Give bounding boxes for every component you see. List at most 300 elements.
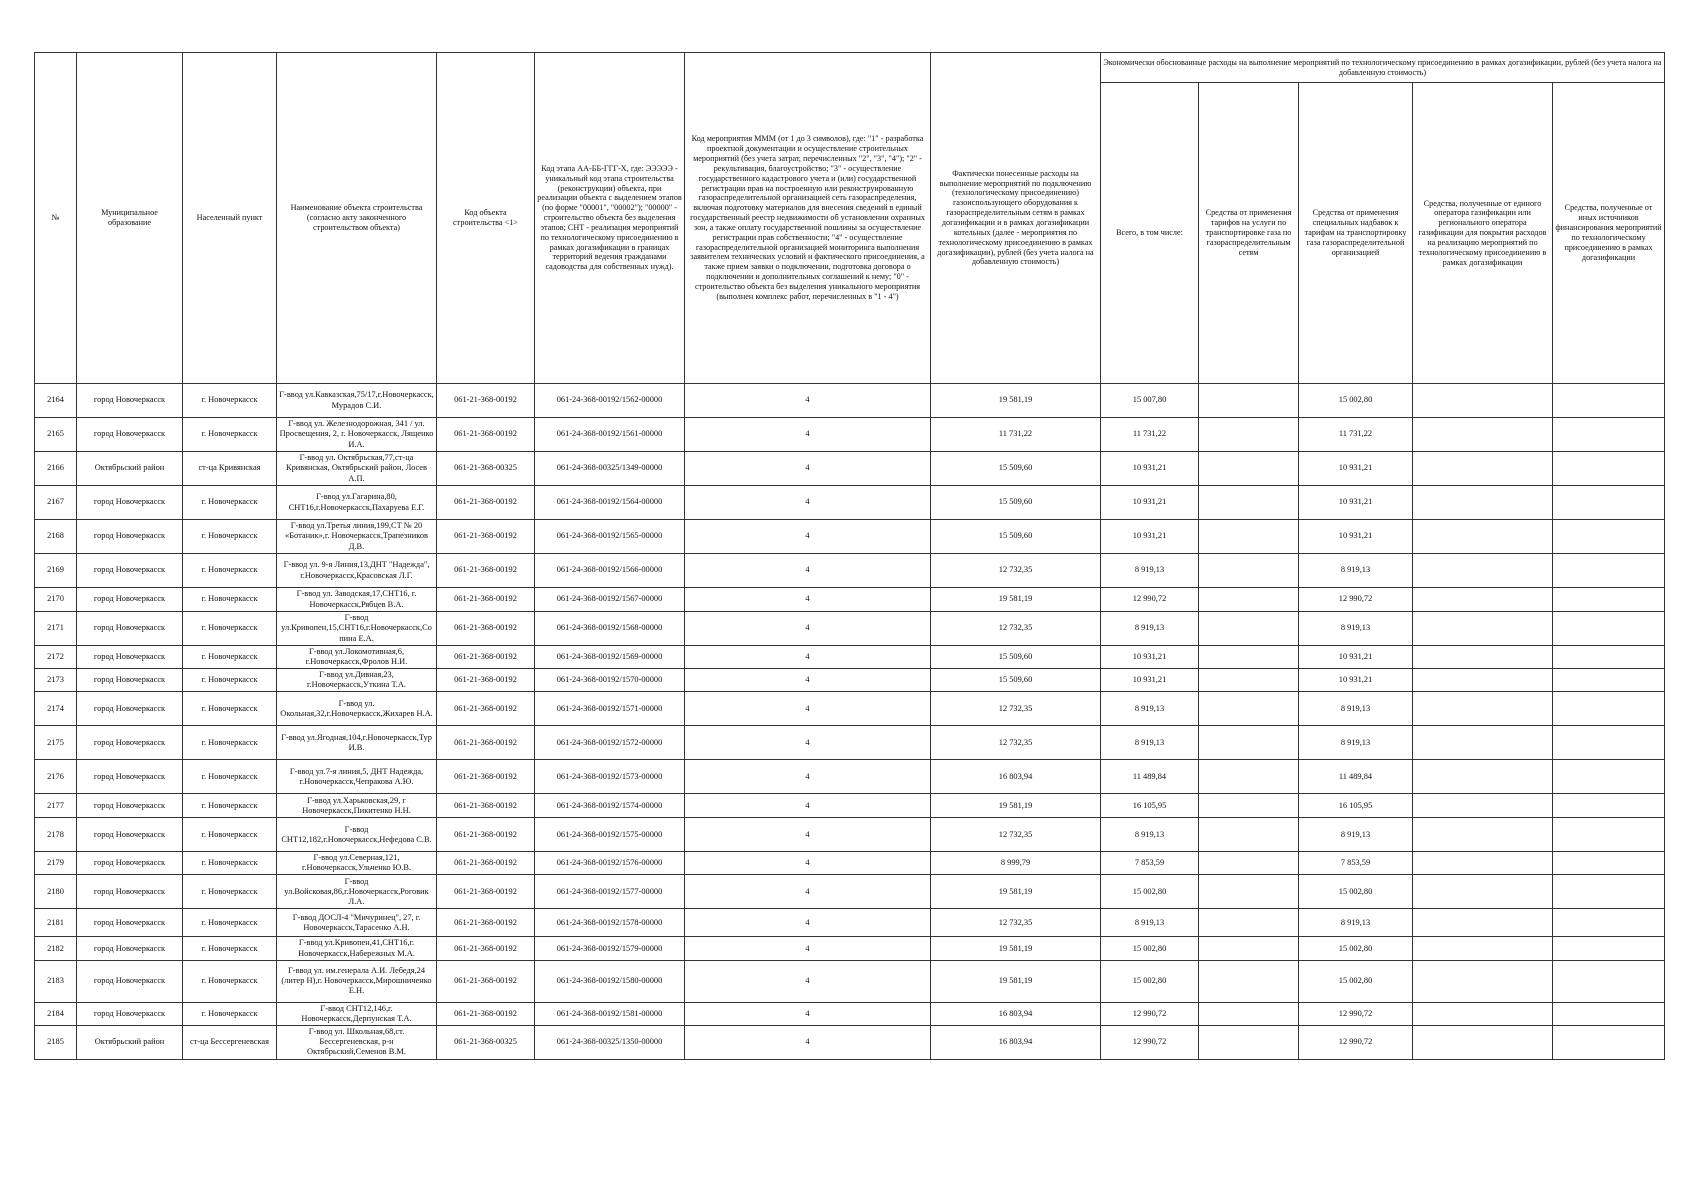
cell-special-markups: 8 919,13 (1299, 692, 1413, 726)
cell-operator-funds (1413, 726, 1553, 760)
cell-other-funds (1553, 554, 1665, 588)
cell-special-markups: 10 931,21 (1299, 646, 1413, 669)
cell-municipality: город Новочеркасск (77, 692, 183, 726)
cell-stage-code: 061-24-368-00192/1566-00000 (535, 554, 685, 588)
cell-other-funds (1553, 818, 1665, 852)
cell-municipality: город Новочеркасск (77, 760, 183, 794)
cell-num: 2174 (35, 692, 77, 726)
cell-activity-code: 4 (685, 794, 931, 818)
cell-municipality: город Новочеркасск (77, 554, 183, 588)
cell-stage-code: 061-24-368-00192/1574-00000 (535, 794, 685, 818)
cell-object-name: Г-ввод ул. Железнодорожная, 341 / ул. Просвещения, 2, г. Новочеркасск, Лященко И.А. (277, 418, 437, 452)
cell-other-funds (1553, 726, 1665, 760)
table-row (35, 937, 1665, 960)
cell-municipality: город Новочеркасск (77, 588, 183, 612)
cell-tariff-transport (1199, 554, 1299, 588)
cell-object-name: Г-ввод ул. 9-я Линия,13,ДНТ "Надежда", г.Новочеркасск,Красовская Л.Г. (277, 554, 437, 588)
cell-actual-costs: 19 581,19 (931, 937, 1101, 960)
cell-object-code: 061-21-368-00192 (437, 418, 535, 452)
table-row (35, 554, 1665, 588)
cell-stage-code: 061-24-368-00192/1570-00000 (535, 669, 685, 692)
cell-total: 15 002,80 (1101, 875, 1199, 909)
cell-special-markups: 15 002,80 (1299, 960, 1413, 1002)
cell-municipality: город Новочеркасск (77, 612, 183, 646)
cell-actual-costs: 15 509,60 (931, 646, 1101, 669)
cell-total: 7 853,59 (1101, 852, 1199, 875)
cell-operator-funds (1413, 960, 1553, 1002)
cell-special-markups: 15 002,80 (1299, 384, 1413, 418)
table-row (35, 612, 1665, 646)
table-row (35, 418, 1665, 452)
cell-locality: г. Новочеркасск (183, 726, 277, 760)
cell-other-funds (1553, 612, 1665, 646)
cell-actual-costs: 12 732,35 (931, 909, 1101, 937)
cell-actual-costs: 19 581,19 (931, 384, 1101, 418)
cell-special-markups: 8 919,13 (1299, 909, 1413, 937)
cell-tariff-transport (1199, 692, 1299, 726)
cell-activity-code: 4 (685, 937, 931, 960)
cell-other-funds (1553, 1025, 1665, 1059)
cell-locality: г. Новочеркасск (183, 794, 277, 818)
cell-operator-funds (1413, 646, 1553, 669)
cell-num: 2182 (35, 937, 77, 960)
header-object-name: Наименование объекта строительства (согласно акту законченного строительством объекта) (277, 53, 437, 384)
cell-activity-code: 4 (685, 875, 931, 909)
cell-total: 8 919,13 (1101, 692, 1199, 726)
cell-object-name: Г-ввод ул.Кривопен,15,СНТ16,г.Новочеркасск,Сопина Е.А. (277, 612, 437, 646)
cell-municipality: город Новочеркасск (77, 520, 183, 554)
cell-object-name: Г-ввод ул. Заводская,17,СНТ16, г. Новочеркасск,Рябцев В.А. (277, 588, 437, 612)
cell-activity-code: 4 (685, 554, 931, 588)
cell-locality: г. Новочеркасск (183, 646, 277, 669)
cell-object-code: 061-21-368-00192 (437, 554, 535, 588)
cell-num: 2183 (35, 960, 77, 1002)
cell-tariff-transport (1199, 520, 1299, 554)
cell-locality: г. Новочеркасск (183, 486, 277, 520)
cell-stage-code: 061-24-368-00192/1580-00000 (535, 960, 685, 1002)
cell-activity-code: 4 (685, 760, 931, 794)
cell-municipality: город Новочеркасск (77, 669, 183, 692)
cell-total: 10 931,21 (1101, 669, 1199, 692)
cell-tariff-transport (1199, 852, 1299, 875)
cell-num: 2176 (35, 760, 77, 794)
cell-tariff-transport (1199, 452, 1299, 486)
cell-num: 2173 (35, 669, 77, 692)
cell-actual-costs: 12 732,35 (931, 818, 1101, 852)
cell-activity-code: 4 (685, 418, 931, 452)
cell-tariff-transport (1199, 486, 1299, 520)
cell-object-name: Г-ввод ул. им.генерала А.И. Лебедя,24 (литер Н),г. Новочеркасск,Мирошниченко Е.Н. (277, 960, 437, 1002)
cell-total: 8 919,13 (1101, 612, 1199, 646)
table-row (35, 669, 1665, 692)
cell-tariff-transport (1199, 588, 1299, 612)
cell-locality: г. Новочеркасск (183, 384, 277, 418)
cell-municipality: город Новочеркасск (77, 909, 183, 937)
cell-locality: г. Новочеркасск (183, 1002, 277, 1025)
header-total: Всего, в том числе: (1101, 83, 1199, 384)
cell-activity-code: 4 (685, 852, 931, 875)
cell-stage-code: 061-24-368-00192/1569-00000 (535, 646, 685, 669)
cell-total: 8 919,13 (1101, 726, 1199, 760)
cell-stage-code: 061-24-368-00192/1568-00000 (535, 612, 685, 646)
cell-operator-funds (1413, 692, 1553, 726)
cell-num: 2185 (35, 1025, 77, 1059)
cell-num: 2184 (35, 1002, 77, 1025)
cell-stage-code: 061-24-368-00192/1579-00000 (535, 937, 685, 960)
cell-tariff-transport (1199, 384, 1299, 418)
cell-locality: г. Новочеркасск (183, 554, 277, 588)
cell-special-markups: 8 919,13 (1299, 554, 1413, 588)
cell-tariff-transport (1199, 646, 1299, 669)
cell-stage-code: 061-24-368-00192/1573-00000 (535, 760, 685, 794)
cell-object-code: 061-21-368-00192 (437, 909, 535, 937)
cell-object-code: 061-21-368-00192 (437, 384, 535, 418)
cell-special-markups: 8 919,13 (1299, 726, 1413, 760)
cell-activity-code: 4 (685, 726, 931, 760)
cell-other-funds (1553, 384, 1665, 418)
cell-object-name: Г-ввод ул.Дивная,23, г.Новочеркасск,Уткина Т.А. (277, 669, 437, 692)
cell-object-code: 061-21-368-00192 (437, 760, 535, 794)
cell-activity-code: 4 (685, 818, 931, 852)
cell-activity-code: 4 (685, 520, 931, 554)
cell-stage-code: 061-24-368-00192/1575-00000 (535, 818, 685, 852)
cell-total: 8 919,13 (1101, 554, 1199, 588)
cell-total: 10 931,21 (1101, 452, 1199, 486)
cell-num: 2164 (35, 384, 77, 418)
cell-other-funds (1553, 960, 1665, 1002)
cell-actual-costs: 19 581,19 (931, 794, 1101, 818)
header-object-code: Код объекта строительства <1> (437, 53, 535, 384)
cell-num: 2171 (35, 612, 77, 646)
cell-object-code: 061-21-368-00192 (437, 588, 535, 612)
cell-object-name: Г-ввод ул.Северная,121, г.Новочеркасск,Ульченко Ю.В. (277, 852, 437, 875)
cell-special-markups: 10 931,21 (1299, 486, 1413, 520)
cell-object-code: 061-21-368-00192 (437, 818, 535, 852)
cell-other-funds (1553, 452, 1665, 486)
cell-other-funds (1553, 1002, 1665, 1025)
cell-municipality: город Новочеркасск (77, 937, 183, 960)
cell-total: 8 919,13 (1101, 909, 1199, 937)
cell-tariff-transport (1199, 875, 1299, 909)
cell-stage-code: 061-24-368-00192/1577-00000 (535, 875, 685, 909)
cell-other-funds (1553, 669, 1665, 692)
cell-municipality: город Новочеркасск (77, 646, 183, 669)
cell-special-markups: 16 105,95 (1299, 794, 1413, 818)
cell-actual-costs: 11 731,22 (931, 418, 1101, 452)
cell-num: 2167 (35, 486, 77, 520)
cell-actual-costs: 15 509,60 (931, 452, 1101, 486)
header-econ-group: Экономически обоснованные расходы на выполнение мероприятий по технологическому присоединению в рамках догазификации, рублей (без учета налога на добавленную стоимость) (1101, 53, 1665, 83)
cell-tariff-transport (1199, 669, 1299, 692)
cell-locality: г. Новочеркасск (183, 760, 277, 794)
cell-total: 8 919,13 (1101, 818, 1199, 852)
cell-special-markups: 15 002,80 (1299, 875, 1413, 909)
cell-locality: г. Новочеркасск (183, 588, 277, 612)
cell-municipality: город Новочеркасск (77, 794, 183, 818)
cell-num: 2178 (35, 818, 77, 852)
cell-operator-funds (1413, 794, 1553, 818)
cell-tariff-transport (1199, 818, 1299, 852)
cell-special-markups: 8 919,13 (1299, 612, 1413, 646)
cell-object-name: Г-ввод ул.Кривопен,41,СНТ16,г. Новочеркасск,Набережных М.А. (277, 937, 437, 960)
cell-special-markups: 12 990,72 (1299, 588, 1413, 612)
cell-object-name: Г-ввод ул. Октябрьская,77,ст-ца Кривянская, Октябрьский район, Лосев А.П. (277, 452, 437, 486)
cell-object-code: 061-21-368-00192 (437, 852, 535, 875)
cell-locality: г. Новочеркасск (183, 669, 277, 692)
table-row (35, 1025, 1665, 1059)
cell-special-markups: 12 990,72 (1299, 1025, 1413, 1059)
cell-object-name: Г-ввод ул.Локомотивная,6, г.Новочеркасск,Фролов Н.И. (277, 646, 437, 669)
table-row (35, 818, 1665, 852)
cell-num: 2177 (35, 794, 77, 818)
table-row (35, 1002, 1665, 1025)
cell-operator-funds (1413, 852, 1553, 875)
cell-object-code: 061-21-368-00192 (437, 486, 535, 520)
cell-tariff-transport (1199, 418, 1299, 452)
header-special-markups: Средства от применения специальных надбавок к тарифам на транспортировку газа газораспределительной организацией (1299, 83, 1413, 384)
cell-object-code: 061-21-368-00192 (437, 794, 535, 818)
cell-operator-funds (1413, 554, 1553, 588)
cell-other-funds (1553, 520, 1665, 554)
cell-total: 15 007,80 (1101, 384, 1199, 418)
header-municipality: Муниципальное образование (77, 53, 183, 384)
cell-object-code: 061-21-368-00192 (437, 646, 535, 669)
cell-other-funds (1553, 794, 1665, 818)
cell-special-markups: 10 931,21 (1299, 520, 1413, 554)
cell-special-markups: 12 990,72 (1299, 1002, 1413, 1025)
cell-tariff-transport (1199, 726, 1299, 760)
cell-operator-funds (1413, 612, 1553, 646)
cell-total: 12 990,72 (1101, 1002, 1199, 1025)
cell-stage-code: 061-24-368-00192/1567-00000 (535, 588, 685, 612)
cell-activity-code: 4 (685, 384, 931, 418)
cell-object-code: 061-21-368-00192 (437, 692, 535, 726)
table-row (35, 520, 1665, 554)
cell-activity-code: 4 (685, 646, 931, 669)
cell-total: 10 931,21 (1101, 520, 1199, 554)
cell-activity-code: 4 (685, 669, 931, 692)
cell-tariff-transport (1199, 760, 1299, 794)
cell-object-code: 061-21-368-00192 (437, 875, 535, 909)
cell-actual-costs: 8 999,79 (931, 852, 1101, 875)
cell-num: 2181 (35, 909, 77, 937)
header-tariff-transport: Средства от применения тарифов на услуги по транспортировке газа по газораспределительным сетям (1199, 83, 1299, 384)
cell-actual-costs: 16 803,94 (931, 1025, 1101, 1059)
table-row (35, 760, 1665, 794)
cell-operator-funds (1413, 669, 1553, 692)
cell-num: 2172 (35, 646, 77, 669)
cell-operator-funds (1413, 909, 1553, 937)
table-row (35, 875, 1665, 909)
cell-stage-code: 061-24-368-00192/1565-00000 (535, 520, 685, 554)
cell-operator-funds (1413, 1002, 1553, 1025)
cell-object-code: 061-21-368-00192 (437, 669, 535, 692)
cell-total: 10 931,21 (1101, 646, 1199, 669)
cell-total: 15 002,80 (1101, 937, 1199, 960)
table-row (35, 452, 1665, 486)
cell-municipality: город Новочеркасск (77, 418, 183, 452)
cell-locality: г. Новочеркасск (183, 852, 277, 875)
table-row (35, 384, 1665, 418)
cell-object-name: Г-ввод ул.Ягодная,104,г.Новочеркасск,Тур И.В. (277, 726, 437, 760)
header-activity-code: Код мероприятия МММ (от 1 до 3 символов), где: "1" - разработка проектной документации и осуществление строительных мероприятий (без учета затрат, перечисленных "2", "3", "4"); "2" - рекультивация, благоустройство; "3" - осуществление государственного кадастрового учета и (или) государственной регистрации прав на построенную или реконструированную газораспределительной организацией сеть газораспределения, включая подготовку материалов для внесения сведений в единый государственный реестр недвижимости об установлении охранных зон, а также оплату государственной пошлины за осуществление регистрации прав собственности; "4" - осуществление газораспределительной организацией мониторинга выполнения заявителем технических условий и фактического присоединения, а также прием заявки о подключении, подготовка договора о подключении и дополнительных соглашений к нему; "0" - строительство объекта без выделения уникального мероприятия (выполнен комплекс работ, перечисленных в "1 - 4") (685, 53, 931, 384)
cell-other-funds (1553, 692, 1665, 726)
header-locality: Населенный пункт (183, 53, 277, 384)
table-row (35, 852, 1665, 875)
cell-stage-code: 061-24-368-00192/1578-00000 (535, 909, 685, 937)
cell-actual-costs: 19 581,19 (931, 960, 1101, 1002)
cell-operator-funds (1413, 452, 1553, 486)
cell-operator-funds (1413, 384, 1553, 418)
cell-other-funds (1553, 937, 1665, 960)
header-stage-code: Код этапа АА-ББ-ГГГ-Х, где: ЭЭЭЭЭ - уникальный код этапа строительства (реконструкции) объекта, при реализации объекта с выделением этапов (по форме "00001", "00002"); "00000" - строительство объекта без выделения этапов; СНТ - реализация мероприятий по технологическому присоединению в рамках догазификации в границах территорий ведения гражданами садоводства для собственных нужд). (535, 53, 685, 384)
cell-object-code: 061-21-368-00192 (437, 612, 535, 646)
cell-municipality: Октябрьский район (77, 1025, 183, 1059)
cell-object-name: Г-ввод ул. Школьная,68,ст. Бессергеневская, р-н Октябрьский,Семенов В.М. (277, 1025, 437, 1059)
cell-special-markups: 11 731,22 (1299, 418, 1413, 452)
cell-operator-funds (1413, 1025, 1553, 1059)
cell-locality: ст-ца Бессергеневская (183, 1025, 277, 1059)
cell-locality: г. Новочеркасск (183, 909, 277, 937)
cell-special-markups: 10 931,21 (1299, 452, 1413, 486)
cell-object-code: 061-21-368-00192 (437, 726, 535, 760)
cell-stage-code: 061-24-368-00192/1561-00000 (535, 418, 685, 452)
cell-municipality: город Новочеркасск (77, 1002, 183, 1025)
cell-actual-costs: 12 732,35 (931, 554, 1101, 588)
cell-operator-funds (1413, 520, 1553, 554)
cell-stage-code: 061-24-368-00192/1571-00000 (535, 692, 685, 726)
cell-num: 2179 (35, 852, 77, 875)
cell-num: 2170 (35, 588, 77, 612)
cell-activity-code: 4 (685, 612, 931, 646)
cell-special-markups: 8 919,13 (1299, 818, 1413, 852)
cell-municipality: город Новочеркасск (77, 486, 183, 520)
cell-other-funds (1553, 418, 1665, 452)
cell-stage-code: 061-24-368-00325/1349-00000 (535, 452, 685, 486)
cell-object-code: 061-21-368-00192 (437, 960, 535, 1002)
cell-locality: г. Новочеркасск (183, 612, 277, 646)
cell-actual-costs: 15 509,60 (931, 486, 1101, 520)
cell-other-funds (1553, 588, 1665, 612)
cell-special-markups: 7 853,59 (1299, 852, 1413, 875)
cell-actual-costs: 12 732,35 (931, 612, 1101, 646)
header-operator-funds: Средства, полученные от единого оператора газификации или регионального оператора газификации для покрытия расходов на реализацию мероприятий по технологическому присоединению в рамках догазификации (1413, 83, 1553, 384)
cell-actual-costs: 12 732,35 (931, 726, 1101, 760)
cell-actual-costs: 16 803,94 (931, 760, 1101, 794)
cell-stage-code: 061-24-368-00192/1581-00000 (535, 1002, 685, 1025)
table-row (35, 646, 1665, 669)
cell-operator-funds (1413, 937, 1553, 960)
cell-object-name: Г-ввод ул. Окольная,32,г.Новочеркасск,Жихарев Н.А. (277, 692, 437, 726)
cell-activity-code: 4 (685, 960, 931, 1002)
cell-activity-code: 4 (685, 588, 931, 612)
cell-tariff-transport (1199, 909, 1299, 937)
cell-object-code: 061-21-368-00192 (437, 520, 535, 554)
cell-object-name: Г-ввод ДОСЛ-4 "Мичуринец", 27, г. Новочеркасск,Тарасенко А.Н. (277, 909, 437, 937)
cell-activity-code: 4 (685, 909, 931, 937)
cell-special-markups: 15 002,80 (1299, 937, 1413, 960)
cell-stage-code: 061-24-368-00325/1350-00000 (535, 1025, 685, 1059)
cell-total: 15 002,80 (1101, 960, 1199, 1002)
cell-actual-costs: 19 581,19 (931, 588, 1101, 612)
cell-municipality: Октябрьский район (77, 452, 183, 486)
cell-municipality: город Новочеркасск (77, 384, 183, 418)
cell-object-name: Г-ввод СНТ12,182,г.Новочеркасск,Нефедова С.В. (277, 818, 437, 852)
cell-num: 2169 (35, 554, 77, 588)
cell-num: 2166 (35, 452, 77, 486)
cell-locality: г. Новочеркасск (183, 960, 277, 1002)
cell-total: 12 990,72 (1101, 588, 1199, 612)
cell-total: 12 990,72 (1101, 1025, 1199, 1059)
cell-municipality: город Новочеркасск (77, 818, 183, 852)
cell-object-name: Г-ввод ул.Харьковская,29, г Новочеркасск,Пикитенко Н.Н. (277, 794, 437, 818)
cell-object-name: Г-ввод ул.Гагарина,80, СНТ16,г.Новочеркасск,Пахаруева Е.Г. (277, 486, 437, 520)
header-other-funds: Средства, полученные от иных источников финансирования мероприятий по технологическому присоединению в рамках догазификации (1553, 83, 1665, 384)
cell-object-code: 061-21-368-00325 (437, 452, 535, 486)
cell-actual-costs: 15 509,60 (931, 520, 1101, 554)
header-num: № (35, 53, 77, 384)
cell-object-name: Г-ввод ул.7-я линия,5, ДНТ Надежда, г.Новочеркасск,Чепракова А.Ю. (277, 760, 437, 794)
cell-stage-code: 061-24-368-00192/1564-00000 (535, 486, 685, 520)
cell-locality: г. Новочеркасск (183, 418, 277, 452)
cell-total: 11 731,22 (1101, 418, 1199, 452)
cell-tariff-transport (1199, 794, 1299, 818)
cell-operator-funds (1413, 588, 1553, 612)
cell-municipality: город Новочеркасск (77, 960, 183, 1002)
cell-actual-costs: 12 732,35 (931, 692, 1101, 726)
dogasification-table (34, 52, 1665, 1060)
cell-tariff-transport (1199, 612, 1299, 646)
cell-stage-code: 061-24-368-00192/1576-00000 (535, 852, 685, 875)
cell-num: 2165 (35, 418, 77, 452)
cell-municipality: город Новочеркасск (77, 852, 183, 875)
cell-special-markups: 11 489,84 (1299, 760, 1413, 794)
cell-object-code: 061-21-368-00192 (437, 937, 535, 960)
cell-object-code: 061-21-368-00192 (437, 1002, 535, 1025)
cell-locality: г. Новочеркасск (183, 692, 277, 726)
cell-total: 11 489,84 (1101, 760, 1199, 794)
cell-operator-funds (1413, 818, 1553, 852)
cell-activity-code: 4 (685, 486, 931, 520)
cell-actual-costs: 15 509,60 (931, 669, 1101, 692)
cell-other-funds (1553, 646, 1665, 669)
cell-locality: г. Новочеркасск (183, 520, 277, 554)
cell-municipality: город Новочеркасск (77, 726, 183, 760)
cell-stage-code: 061-24-368-00192/1562-00000 (535, 384, 685, 418)
cell-special-markups: 10 931,21 (1299, 669, 1413, 692)
table-row (35, 909, 1665, 937)
cell-object-name: Г-ввод СНТ12,146,г. Новочеркасск,Дерпунская Т.А. (277, 1002, 437, 1025)
cell-other-funds (1553, 909, 1665, 937)
cell-locality: г. Новочеркасск (183, 875, 277, 909)
cell-tariff-transport (1199, 1002, 1299, 1025)
cell-num: 2175 (35, 726, 77, 760)
header-actual-costs: Фактически понесенные расходы на выполнение мероприятий по подключению (технологическому присоединению) газоиспользующего оборудования к газораспределительным сетям в рамках догазификации и в рамках догазификации котельных (далее - мероприятия по технологическому присоединению в рамках догазификации), рублей (без учета налога на добавленную стоимость) (931, 53, 1101, 384)
cell-tariff-transport (1199, 937, 1299, 960)
cell-actual-costs: 16 803,94 (931, 1002, 1101, 1025)
cell-tariff-transport (1199, 960, 1299, 1002)
table-body (35, 384, 1665, 1060)
cell-stage-code: 061-24-368-00192/1572-00000 (535, 726, 685, 760)
cell-activity-code: 4 (685, 1025, 931, 1059)
cell-object-name: Г-ввод ул.Кавказская,75/17,г.Новочеркасск, Мурадов С.И. (277, 384, 437, 418)
cell-activity-code: 4 (685, 1002, 931, 1025)
cell-num: 2168 (35, 520, 77, 554)
cell-object-name: Г-ввод ул.Третья линия,199,СТ № 20 «Ботаник»,г. Новочеркасск,Трапезников Д.В. (277, 520, 437, 554)
cell-total: 16 105,95 (1101, 794, 1199, 818)
cell-operator-funds (1413, 486, 1553, 520)
cell-tariff-transport (1199, 1025, 1299, 1059)
